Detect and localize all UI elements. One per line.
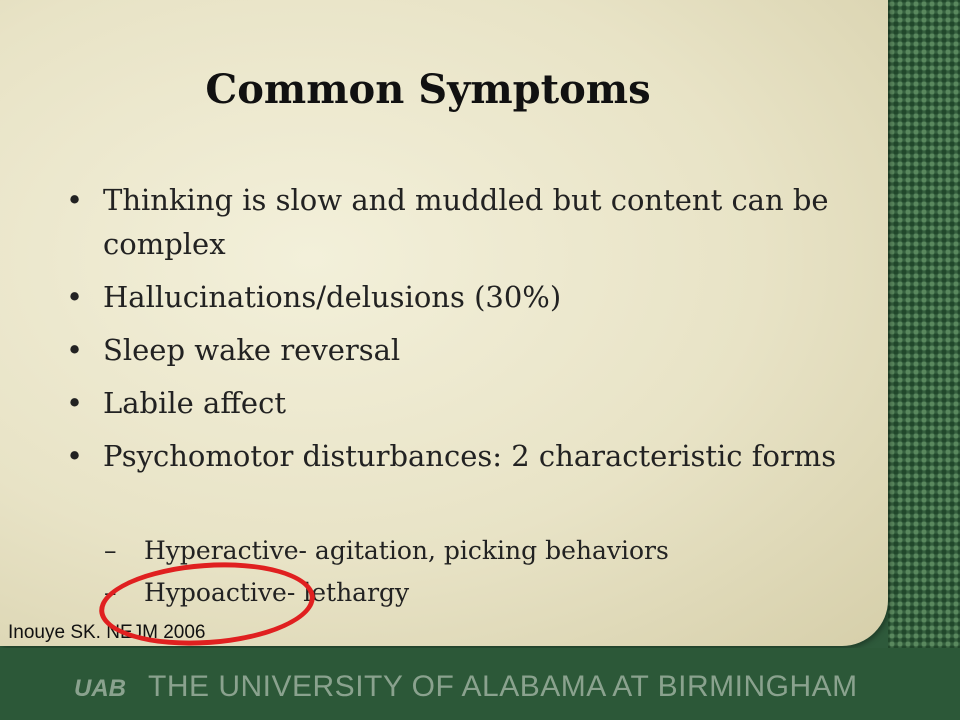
dash-icon: – bbox=[104, 536, 117, 565]
bullet-item bbox=[66, 434, 846, 478]
decorative-pattern-band bbox=[888, 0, 960, 648]
citation: Inouye SK. NEJM 2006 bbox=[8, 622, 206, 643]
bullet-item bbox=[66, 381, 846, 425]
dash-icon: – bbox=[104, 578, 117, 607]
bullet-item bbox=[66, 178, 846, 266]
sub-bullet-text: Hypoactive- lethargy bbox=[144, 578, 410, 607]
bullet-text: Hallucinations/delusions (30%) bbox=[103, 280, 562, 314]
svg-text:UAB: UAB bbox=[74, 675, 126, 699]
bullet-text: Thinking is slow and muddled but content can be complex bbox=[103, 183, 829, 261]
bullet-item bbox=[66, 275, 846, 319]
bullet-item bbox=[66, 328, 846, 372]
bullet-text: Psychomotor disturbances: 2 characteristic forms bbox=[103, 439, 837, 473]
institution-name: THE UNIVERSITY OF ALABAMA AT BIRMINGHAM bbox=[148, 670, 858, 703]
bullet-dot-icon: • bbox=[66, 333, 84, 367]
bullet-dot-icon: • bbox=[66, 183, 84, 217]
slide-title: Common Symptoms bbox=[205, 66, 651, 113]
bullet-text: Sleep wake reversal bbox=[103, 333, 401, 367]
bullet-list bbox=[66, 178, 846, 487]
bullet-dot-icon: • bbox=[66, 280, 84, 314]
bullet-dot-icon: • bbox=[66, 386, 84, 420]
bullet-dot-icon: • bbox=[66, 439, 84, 473]
sub-bullet-text: Hyperactive- agitation, picking behaviors bbox=[144, 536, 669, 565]
bullet-text: Labile affect bbox=[103, 386, 286, 420]
uab-logo-icon bbox=[74, 675, 144, 699]
